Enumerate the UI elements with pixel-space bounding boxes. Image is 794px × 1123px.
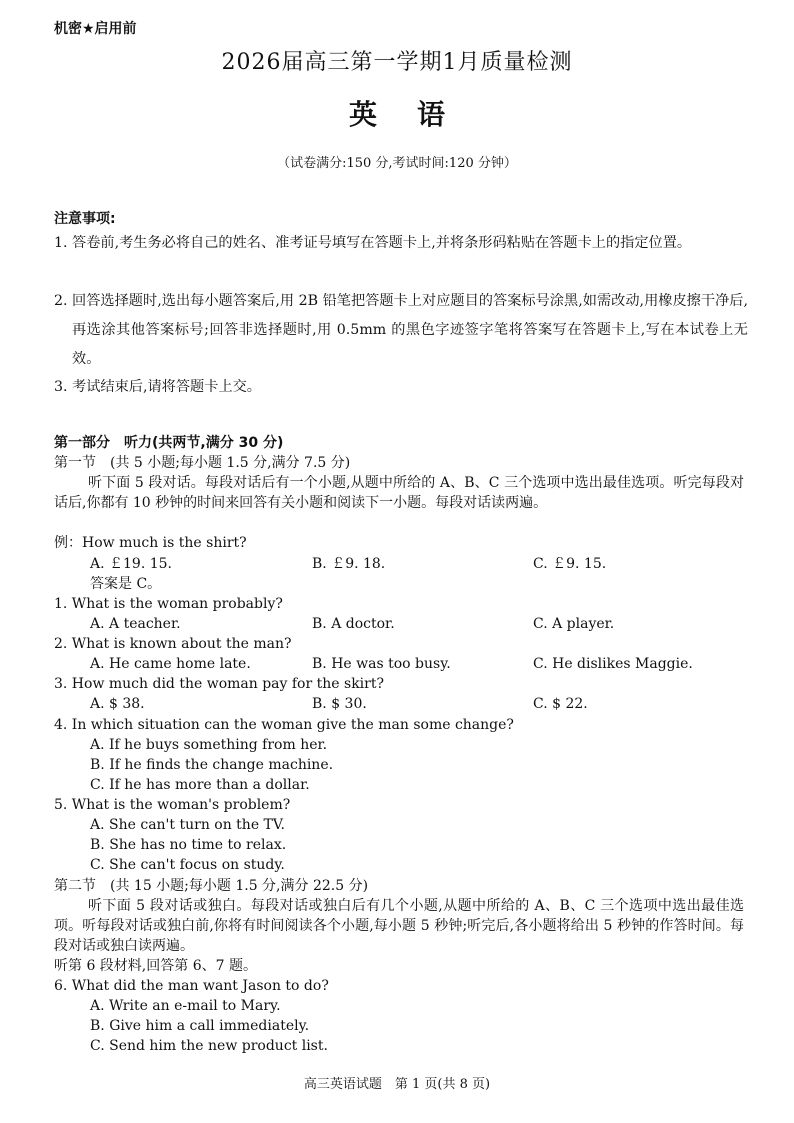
question: 2. What is known about the man?: [54, 636, 292, 652]
score-info: （试卷满分:150 分,考试时间:120 分钟）: [277, 156, 517, 171]
question: 4. In which situation can the woman give the man some change?: [54, 717, 514, 733]
notice-item: [54, 287, 748, 374]
option: C. Send him the new product list.: [90, 1038, 328, 1054]
exam-title: 2026届高三第一学期1月质量检测: [221, 50, 573, 75]
section1-instructions: 听下面 5 段对话。每段对话后有一个小题,从题中所给的 A、B、C 三个选项中选出最佳选项。听完每段对话后,你都有 10 秒钟的时间来回答有关小题和阅读下一小题。每段对话读两遍。: [54, 475, 744, 511]
question: 6. What did the man want Jason to do?: [54, 978, 329, 994]
section2-heading: 第二节 (共 15 小题;每小题 1.5 分,满分 22.5 分): [54, 878, 369, 894]
option: A. He came home late.: [90, 656, 251, 672]
example-answer: 答案是 C。: [90, 576, 162, 592]
subject-title: 英语: [348, 98, 485, 131]
option: B. A doctor.: [312, 616, 395, 632]
option: C. She can't focus on study.: [90, 857, 285, 873]
option: C. $ 22.: [533, 696, 588, 712]
notice-number: 1.: [54, 235, 68, 251]
option: C. If he has more than a dollar.: [90, 777, 310, 793]
page-footer: 高三英语试题 第 1 页(共 8 页): [303, 1077, 491, 1092]
notice-number: 3.: [54, 379, 68, 395]
option: B. She has no time to relax.: [90, 837, 287, 853]
question: 5. What is the woman's problem?: [54, 797, 291, 813]
notice-heading: 注意事项:: [54, 211, 116, 227]
notice-text: 答卷前,考生务必将自己的姓名、准考证号填写在答题卡上,并将条形码粘贴在答题卡上的指定位置。: [72, 235, 692, 251]
material-note: 听第 6 段材料,回答第 6、7 题。: [54, 958, 257, 974]
section1-heading: 第一节 (共 5 小题;每小题 1.5 分,满分 7.5 分): [54, 455, 351, 471]
part1-heading: 第一部分 听力(共两节,满分 30 分): [54, 435, 284, 451]
option: C. He dislikes Maggie.: [533, 656, 693, 672]
option: A. She can't turn on the TV.: [90, 817, 286, 833]
option: B. $ 30.: [312, 696, 367, 712]
notice-item: [54, 373, 748, 402]
section2-instructions: 听下面 5 段对话或独白。每段对话或独白后有几个小题,从题中所给的 A、B、C 三个选项中选出最佳选项。听每段对话或独白前,你将有时间阅读各个小题,每小题 5 秒钟;听完后,各小题将给出 5 秒钟的作答时间。每段对话或独白读两遍。: [54, 898, 744, 954]
confidential-label: 机密★启用前: [54, 21, 137, 37]
option: B. Give him a call immediately.: [90, 1018, 310, 1034]
option: B. If he finds the change machine.: [90, 757, 334, 773]
option: C. ￡9. 15.: [533, 556, 607, 572]
notice-number: 2.: [54, 293, 68, 309]
option: A. A teacher.: [90, 616, 181, 632]
example-question: 例：How much is the shirt?: [54, 535, 247, 551]
option: C. A player.: [533, 616, 615, 632]
question: 3. How much did the woman pay for the skirt?: [54, 676, 384, 692]
notice-text: 考试结束后,请将答题卡上交。: [72, 379, 261, 395]
option: A. $ 38.: [90, 696, 145, 712]
question: 1. What is the woman probably?: [54, 596, 283, 612]
notice-item: [54, 229, 748, 258]
option: B. He was too busy.: [312, 656, 451, 672]
option: B. ￡9. 18.: [312, 556, 386, 572]
option: A. Write an e-mail to Mary.: [90, 998, 281, 1014]
notice-text: 回答选择题时,选出每小题答案后,用 2B 铅笔把答题卡上对应题目的答案标号涂黑,如需改动,用橡皮擦干净后,再选涂其他答案标号;回答非选择题时,用 0.5mm 的黑色字迹签字笔将答案写在答题卡上,写在本试卷上无效。: [72, 293, 748, 367]
option: A. ￡19. 15.: [90, 556, 172, 572]
option: A. If he buys something from her.: [90, 737, 328, 753]
